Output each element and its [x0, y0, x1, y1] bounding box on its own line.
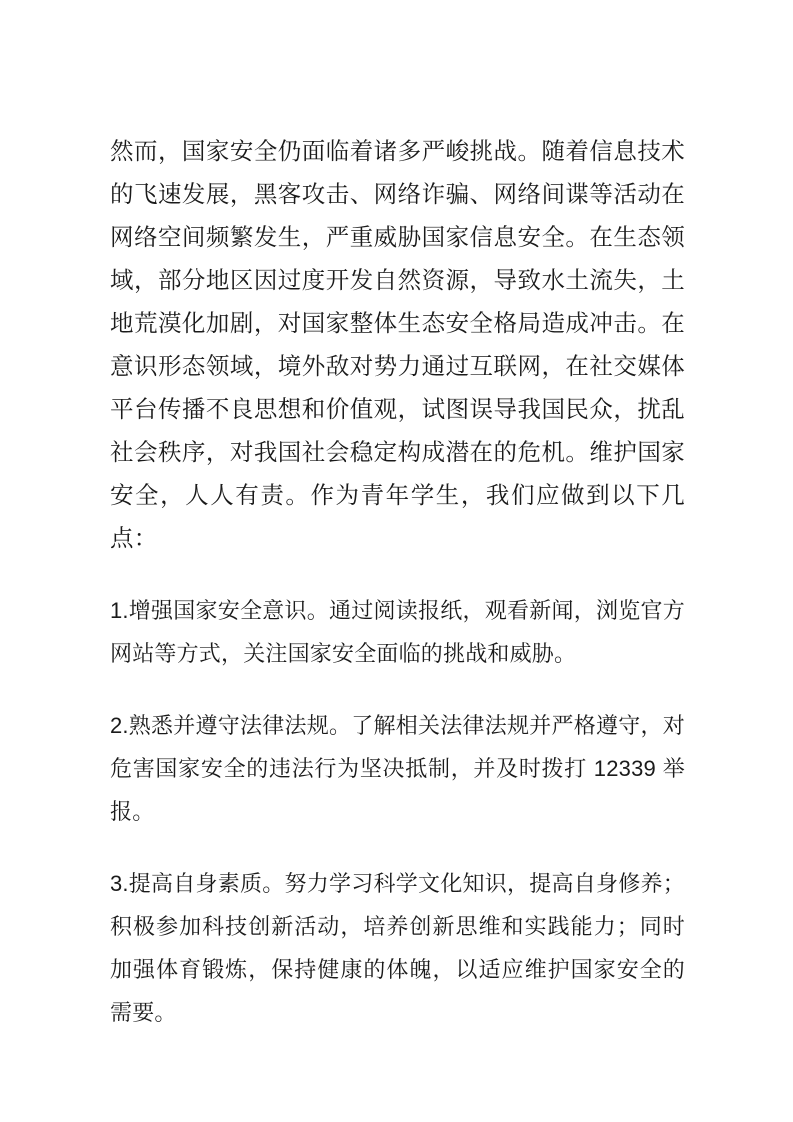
paragraph-point-3: 3.提高自身素质。努力学习科学文化知识，提高自身修养；积极参加科技创新活动，培养创新思维和实践能力；同时加强体育锻炼，保持健康的体魄，以适应维护国家安全的需要。	[110, 871, 685, 1025]
paragraph-point-2: 2.熟悉并遵守法律法规。了解相关法律法规并严格遵守，对危害国家安全的违法行为坚决抵制，并及时拨打 12339 举报。	[110, 713, 685, 824]
document-body	[110, 130, 685, 1034]
paragraph-intro: 然而，国家安全仍面临着诸多严峻挑战。随着信息技术的飞速发展，黑客攻击、网络诈骗、网络间谍等活动在网络空间频繁发生，严重威胁国家信息安全。在生态领域，部分地区因过度开发自然资源，导致水土流失，土地荒漠化加剧，对国家整体生态安全格局造成冲击。在意识形态领域，境外敌对势力通过互联网，在社交媒体平台传播不良思想和价值观，试图误导我国民众，扰乱社会秩序，对我国社会稳定构成潜在的危机。维护国家安全，人人有责。作为青年学生，我们应做到以下几点：	[110, 138, 685, 551]
paragraph-point-1: 1.增强国家安全意识。通过阅读报纸，观看新闻，浏览官方网站等方式，关注国家安全面临的挑战和威胁。	[110, 598, 685, 666]
